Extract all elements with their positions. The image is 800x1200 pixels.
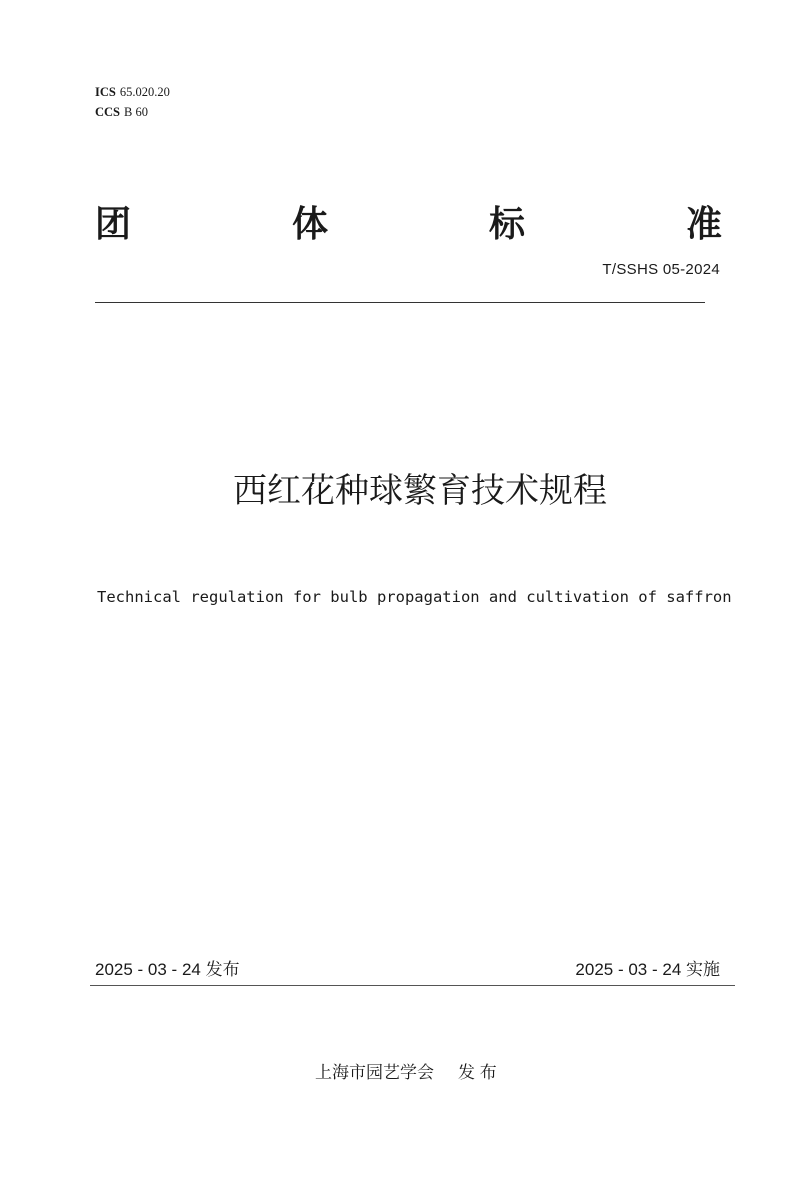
banner-char: 准 (685, 203, 722, 244)
ics-label: ICS (95, 85, 116, 99)
implement-date: 2025 - 03 - 24 实施 (575, 960, 720, 979)
ics-value: 65.020.20 (119, 85, 170, 99)
title-chinese: 西红花种球繁育技术规程 (233, 472, 607, 510)
banner-char: 团 (95, 203, 132, 244)
publish-date: 2025 - 03 - 24 发布 (95, 960, 240, 979)
ccs-code (95, 104, 148, 120)
standard-number: T/SSHS 05-2024 (602, 261, 720, 278)
footer-divider (90, 985, 735, 986)
publisher-action: 发 布 (458, 1063, 497, 1082)
publisher (315, 1062, 497, 1084)
header-divider (95, 302, 705, 303)
ccs-label: CCS (95, 105, 121, 119)
publisher-name: 上海市园艺学会 (315, 1063, 434, 1082)
title-english: Technical regulation for bulb propagation and cultivation of saffron (97, 588, 732, 606)
banner-char: 标 (488, 203, 525, 244)
banner-char: 体 (291, 203, 328, 244)
standard-type-banner (95, 202, 722, 246)
ccs-value: B 60 (124, 105, 148, 119)
ics-code (95, 84, 170, 100)
